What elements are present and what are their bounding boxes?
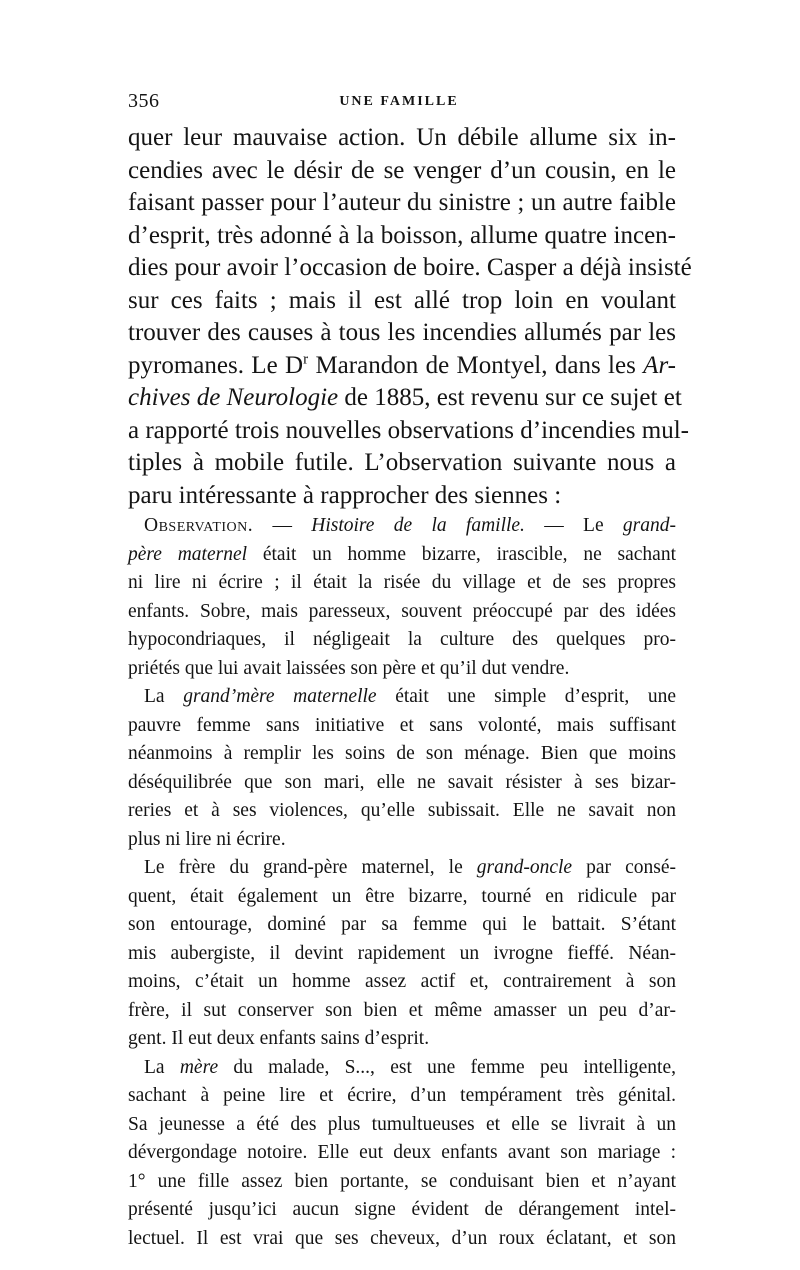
text-line: pauvre femme sans initiative et sans volonté, mais suffisant <box>128 714 676 736</box>
emphasis: grand- <box>622 515 676 536</box>
text-line: dies pour avoir l’occasion de boire. Casper a déjà insisté <box>128 254 692 281</box>
superscript: r <box>303 351 309 368</box>
text-run: Marandon de Montyel, dans les <box>308 351 644 379</box>
text-run: était un homme bizarre, irascible, ne sachant <box>247 543 676 565</box>
text-run: était une simple d’esprit, une <box>376 686 676 707</box>
text-line: néanmoins à remplir les soins de son ménage. Bien que moins <box>128 743 676 764</box>
text-line: paru intéressante à rapprocher des siennes : <box>128 481 562 509</box>
text-line: Sa jeunesse a été des plus tumultueuses et elle se livrait à un <box>128 1113 676 1135</box>
text-line <box>128 683 676 712</box>
text-line: déséquilibrée que son mari, elle ne savait résister à ses bizar- <box>128 771 676 793</box>
text-line: faisant passer pour l’auteur du sinistre ; un autre faible <box>128 189 676 216</box>
text-line: tiples à mobile futile. L’observation suivante nous a <box>128 449 676 476</box>
text-line: dévergondage notoire. Elle eut deux enfants avant son mariage : <box>128 1142 676 1163</box>
text-line: frère, il sut conserver son bien et même amasser un peu d’ar- <box>128 999 676 1021</box>
text-line <box>128 350 676 383</box>
intro-paragraph <box>128 122 692 512</box>
text-line: sur ces faits ; mais il est allé trop loin en voulant <box>128 286 676 314</box>
journal-title: chives de Neurologie <box>128 384 339 411</box>
text-line: trouver des causes à tous les incendies allumés par les <box>128 319 676 346</box>
page-header <box>128 90 670 120</box>
observation-heading <box>128 512 676 541</box>
emphasis: grand’mère maternelle <box>183 686 377 707</box>
text-line: son entourage, dominé par sa femme qui le battait. S’étant <box>128 914 676 935</box>
observation-label: Observation. <box>144 515 254 536</box>
text-run: La <box>144 686 184 707</box>
emphasis: grand-oncle <box>476 857 573 878</box>
observation-paragraph-4 <box>128 1054 676 1254</box>
emphasis: père maternel <box>128 543 248 565</box>
text-line: quent, était également un être bizarre, tourné en ridicule par <box>128 885 676 907</box>
page-number: 356 <box>128 90 160 112</box>
observation-paragraph-2 <box>128 683 676 854</box>
text-run: — Le <box>524 515 623 536</box>
text-line: sachant à peine lire et écrire, d’un tempérament très génital. <box>128 1085 676 1106</box>
text-line: a rapporté trois nouvelles observations d’incendies mul- <box>128 416 689 444</box>
text-line: enfants. Sobre, mais paresseux, souvent préoccupé par des idées <box>128 600 676 622</box>
text-run: du malade, S..., est une femme peu intelligente, <box>218 1056 676 1078</box>
journal-title: Ar- <box>643 351 676 379</box>
observation-paragraph-1 <box>128 512 676 683</box>
text-line: lectuel. Il est vrai que ses cheveux, d’un roux éclatant, et son <box>128 1227 676 1249</box>
text-line: moins, c’était un homme assez actif et, contrairement à son <box>128 971 676 992</box>
text-line: reries et à ses violences, qu’elle subissait. Elle ne savait non <box>128 800 676 821</box>
text-line: d’esprit, très adonné à la boisson, allume quatre incen- <box>128 221 676 249</box>
text-line: mis aubergiste, il devint rapidement un ivrogne fieffé. Néan- <box>128 942 676 964</box>
text-run: pyromanes. Le D <box>128 351 304 379</box>
text-run: — <box>253 515 312 536</box>
text-line: 1° une fille assez bien portante, se conduisant bien et n’ayant <box>128 1170 676 1192</box>
text-line <box>128 382 682 415</box>
text-run: de 1885, est revenu sur ce sujet et <box>338 384 682 411</box>
text-line: cendies avec le désir de se venger d’un cousin, en le <box>128 156 676 184</box>
text-line: gent. Il eut deux enfants sains d’esprit. <box>128 1028 430 1049</box>
text-run: La <box>144 1056 180 1078</box>
text-line: priétés que lui avait laissées son père et qu’il dut vendre. <box>128 657 570 679</box>
text-line: plus ni lire ni écrire. <box>128 828 286 850</box>
text-run: Le frère du grand-père maternel, le <box>144 857 477 878</box>
text-line <box>128 854 676 883</box>
observation-paragraph-3 <box>128 854 676 1054</box>
text-line <box>128 1054 676 1083</box>
text-line: présenté jusqu’ici aucun signe évident de dérangement intel- <box>128 1199 676 1220</box>
running-title: UNE FAMILLE <box>339 94 459 109</box>
text-line: ni lire ni écrire ; il était la risée du village et de ses propres <box>128 572 676 593</box>
emphasis: mère <box>179 1056 219 1078</box>
text-line: quer leur mauvaise action. Un débile allume six in- <box>128 124 676 151</box>
text-run: par consé- <box>572 857 676 878</box>
text-line: hypocondriaques, il négligeait la culture des quelques pro- <box>128 629 676 650</box>
observation-title: Histoire de la famille. <box>311 515 525 536</box>
observation-section <box>128 512 676 1253</box>
text-line <box>128 541 676 570</box>
